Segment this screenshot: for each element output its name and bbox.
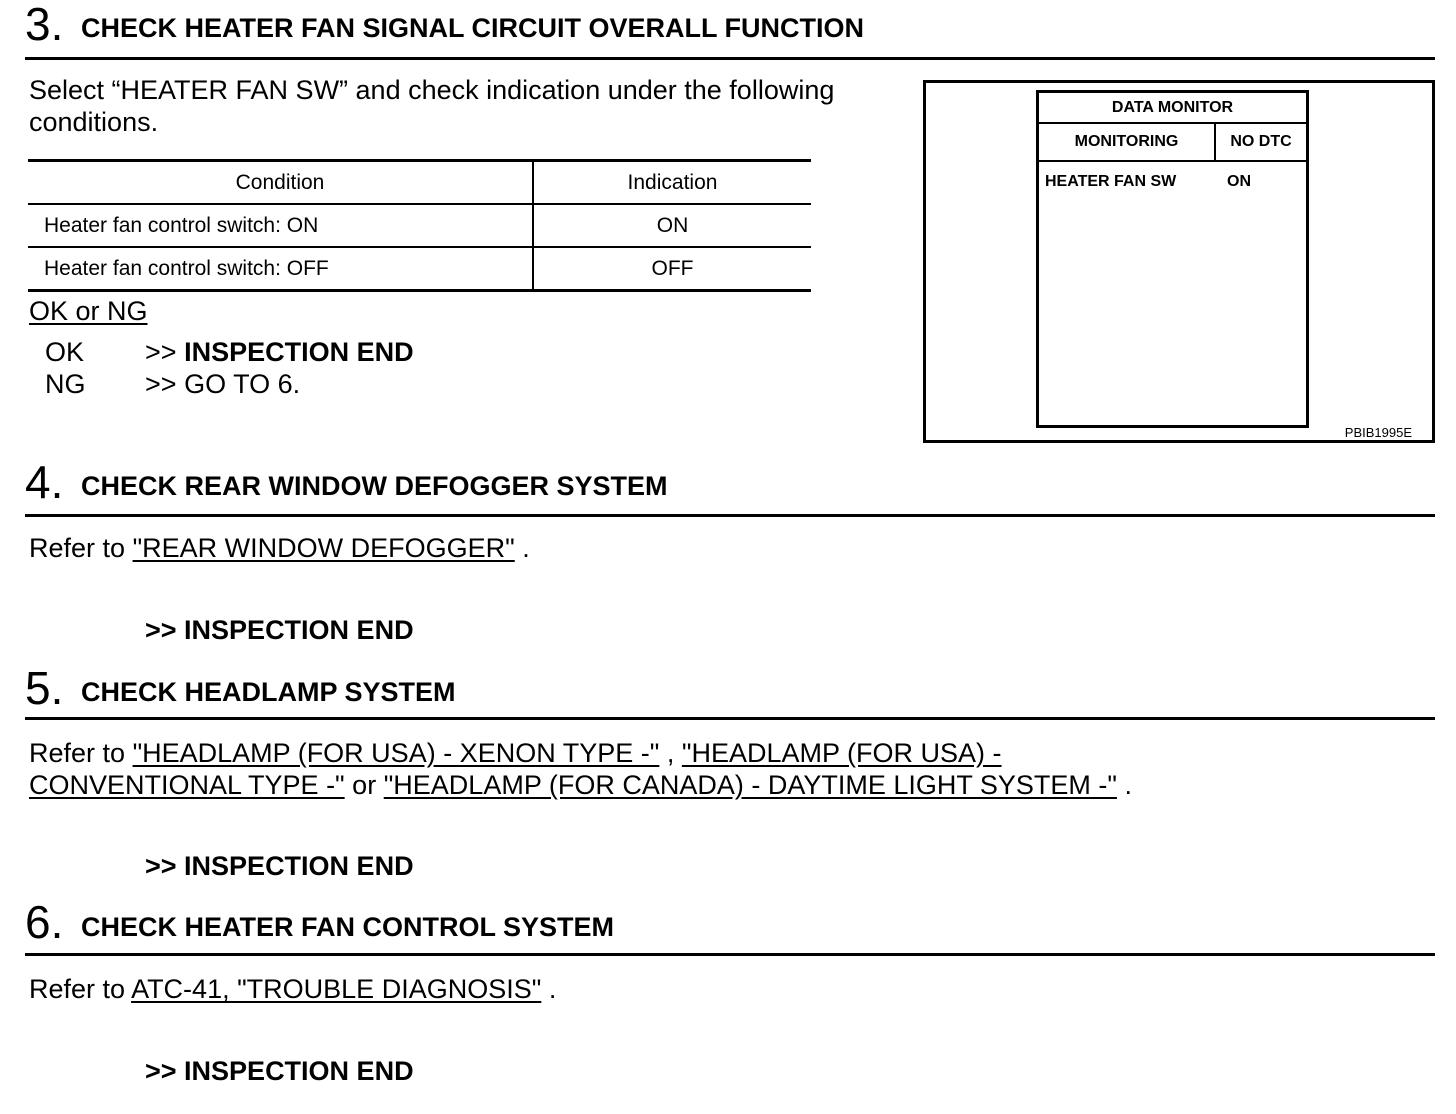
monitor-item-row <box>1045 173 1251 191</box>
table-header-condition: Condition <box>28 161 533 205</box>
data-monitor-figure <box>923 80 1435 443</box>
table-cell-indication: ON <box>533 204 811 247</box>
atc-trouble-diagnosis-link[interactable]: ATC-41, "TROUBLE DIAGNOSIS" <box>131 974 542 1004</box>
step-3-title: CHECK HEATER FAN SIGNAL CIRCUIT OVERALL FUNCTION <box>81 13 865 43</box>
step-6-number: 6. <box>25 896 64 948</box>
table-row <box>28 247 811 291</box>
result-arrow: >> <box>145 337 177 367</box>
refer-suffix: . <box>548 974 557 1004</box>
step-5-divider <box>25 717 1435 720</box>
step-5-title: CHECK HEADLAMP SYSTEM <box>81 677 456 707</box>
table-row <box>28 204 811 247</box>
table-header-row <box>28 161 811 205</box>
headlamp-canada-link[interactable]: "HEADLAMP (FOR CANADA) - DAYTIME LIGHT SYSTEM -" <box>383 770 1117 800</box>
headlamp-conventional-link[interactable]: "HEADLAMP (FOR USA) - <box>681 738 1002 768</box>
headlamp-xenon-link[interactable]: "HEADLAMP (FOR USA) - XENON TYPE -" <box>132 738 660 768</box>
step-6-result <box>145 1056 414 1086</box>
data-monitor-header <box>1039 124 1306 162</box>
table-cell-indication: OFF <box>651 256 694 280</box>
step-4-divider <box>25 514 1435 517</box>
inspection-end-text: >> INSPECTION END <box>145 615 414 645</box>
result-ok-key: OK <box>45 337 85 367</box>
refer-or: or <box>352 770 377 800</box>
step-3-instruction-line1: Select “HEATER FAN SW” and check indication under the following <box>29 75 835 105</box>
figure-id: PBIB1995E <box>1344 425 1412 440</box>
step-4-title: CHECK REAR WINDOW DEFOGGER SYSTEM <box>81 471 668 501</box>
step-3-number: 3. <box>25 0 64 50</box>
step-3-instruction-line2: conditions. <box>29 107 159 137</box>
refer-separator: , <box>666 738 675 768</box>
step-5-refer-line1 <box>29 737 1002 769</box>
refer-suffix: . <box>522 533 530 563</box>
step-4-result <box>145 615 414 645</box>
inspection-end-text: >> INSPECTION END <box>145 1056 414 1086</box>
table-cell-condition: Heater fan control switch: OFF <box>28 247 533 291</box>
data-monitor-screen <box>1036 90 1309 428</box>
step-5-number: 5. <box>25 662 64 714</box>
no-dtc-label: NO DTC <box>1230 133 1292 150</box>
step-5-result <box>145 851 414 881</box>
result-ok-text: INSPECTION END <box>184 337 414 367</box>
condition-table <box>28 159 811 292</box>
rear-window-defogger-link[interactable]: "REAR WINDOW DEFOGGER" <box>132 533 515 563</box>
headlamp-conventional-link-cont[interactable]: CONVENTIONAL TYPE -" <box>29 770 345 800</box>
monitor-item-name: HEATER FAN SW <box>1045 173 1177 190</box>
inspection-end-text: >> INSPECTION END <box>145 851 414 881</box>
refer-suffix: . <box>1124 770 1132 800</box>
step-4-number: 4. <box>25 456 64 508</box>
refer-prefix: Refer to <box>29 738 126 768</box>
monitor-item-value: ON <box>1227 173 1251 190</box>
step-6-divider <box>25 953 1435 956</box>
step-6-title: CHECK HEATER FAN CONTROL SYSTEM <box>81 912 615 942</box>
result-ng-text[interactable]: GO TO 6. <box>184 369 301 399</box>
result-ng-key: NG <box>45 369 86 399</box>
data-monitor-title: DATA MONITOR <box>1039 93 1306 124</box>
monitoring-label: MONITORING <box>1039 124 1216 160</box>
result-ng-action <box>145 369 300 399</box>
ok-or-ng-label: OK or NG <box>29 296 148 326</box>
table-header-indication: Indication <box>533 161 811 205</box>
result-arrow: >> <box>145 369 177 399</box>
refer-prefix: Refer to <box>29 974 126 1004</box>
result-ok-action <box>145 337 414 367</box>
step-3-divider <box>25 57 1435 60</box>
step-4-refer <box>29 532 530 564</box>
step-5-refer-line2 <box>29 769 1132 801</box>
table-cell-condition: Heater fan control switch: ON <box>28 204 533 247</box>
step-6-refer <box>29 973 556 1005</box>
refer-prefix: Refer to <box>29 533 126 563</box>
